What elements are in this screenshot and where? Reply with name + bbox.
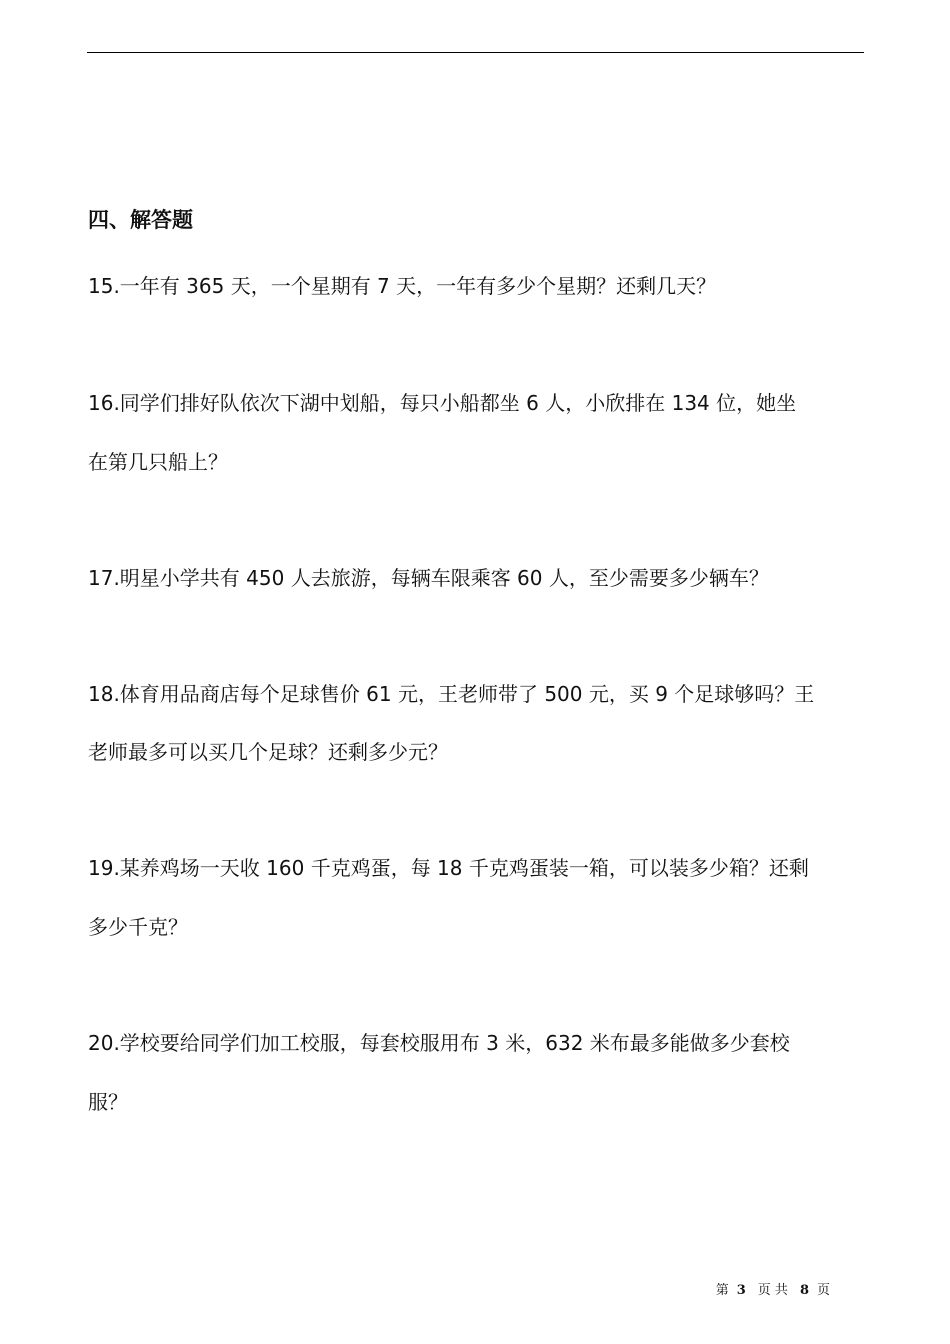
footer-page-number: 3 bbox=[736, 1283, 746, 1298]
question-19-line-1: 19.某养鸡场一天收 160 千克鸡蛋，每 18 千克鸡蛋装一箱，可以装多少箱？还剩 bbox=[88, 856, 809, 880]
question-18-line-2: 老师最多可以买几个足球？还剩多少元？ bbox=[88, 740, 448, 764]
footer-suffix: 页 bbox=[816, 1283, 830, 1298]
question-18-line-1: 18.体育用品商店每个足球售价 61 元，王老师带了 500 元，买 9 个足球够吗？王 bbox=[88, 682, 815, 706]
question-15-line-1: 15.一年有 365 天，一个星期有 7 天，一年有多少个星期？还剩几天？ bbox=[88, 274, 717, 298]
question-16-line-2: 在第几只船上？ bbox=[88, 450, 228, 474]
question-20-line-1: 20.学校要给同学们加工校服，每套校服用布 3 米，632 米布最多能做多少套校 bbox=[88, 1031, 790, 1055]
page-footer bbox=[716, 1279, 830, 1298]
question-19-line-2: 多少千克？ bbox=[88, 915, 188, 939]
question-17-line-1: 17.明星小学共有 450 人去旅游，每辆车限乘客 60 人，至少需要多少辆车？ bbox=[88, 566, 769, 590]
header-rule bbox=[87, 52, 864, 53]
question-16-line-1: 16.同学们排好队依次下湖中划船，每只小船都坐 6 人，小欣排在 134 位，她坐 bbox=[88, 391, 797, 415]
question-20-line-2: 服？ bbox=[88, 1090, 128, 1114]
footer-total-pages: 8 bbox=[799, 1283, 809, 1298]
section-title: 四、解答题 bbox=[88, 208, 193, 232]
footer-middle: 页 共 bbox=[757, 1283, 788, 1298]
footer-prefix: 第 bbox=[715, 1283, 729, 1298]
